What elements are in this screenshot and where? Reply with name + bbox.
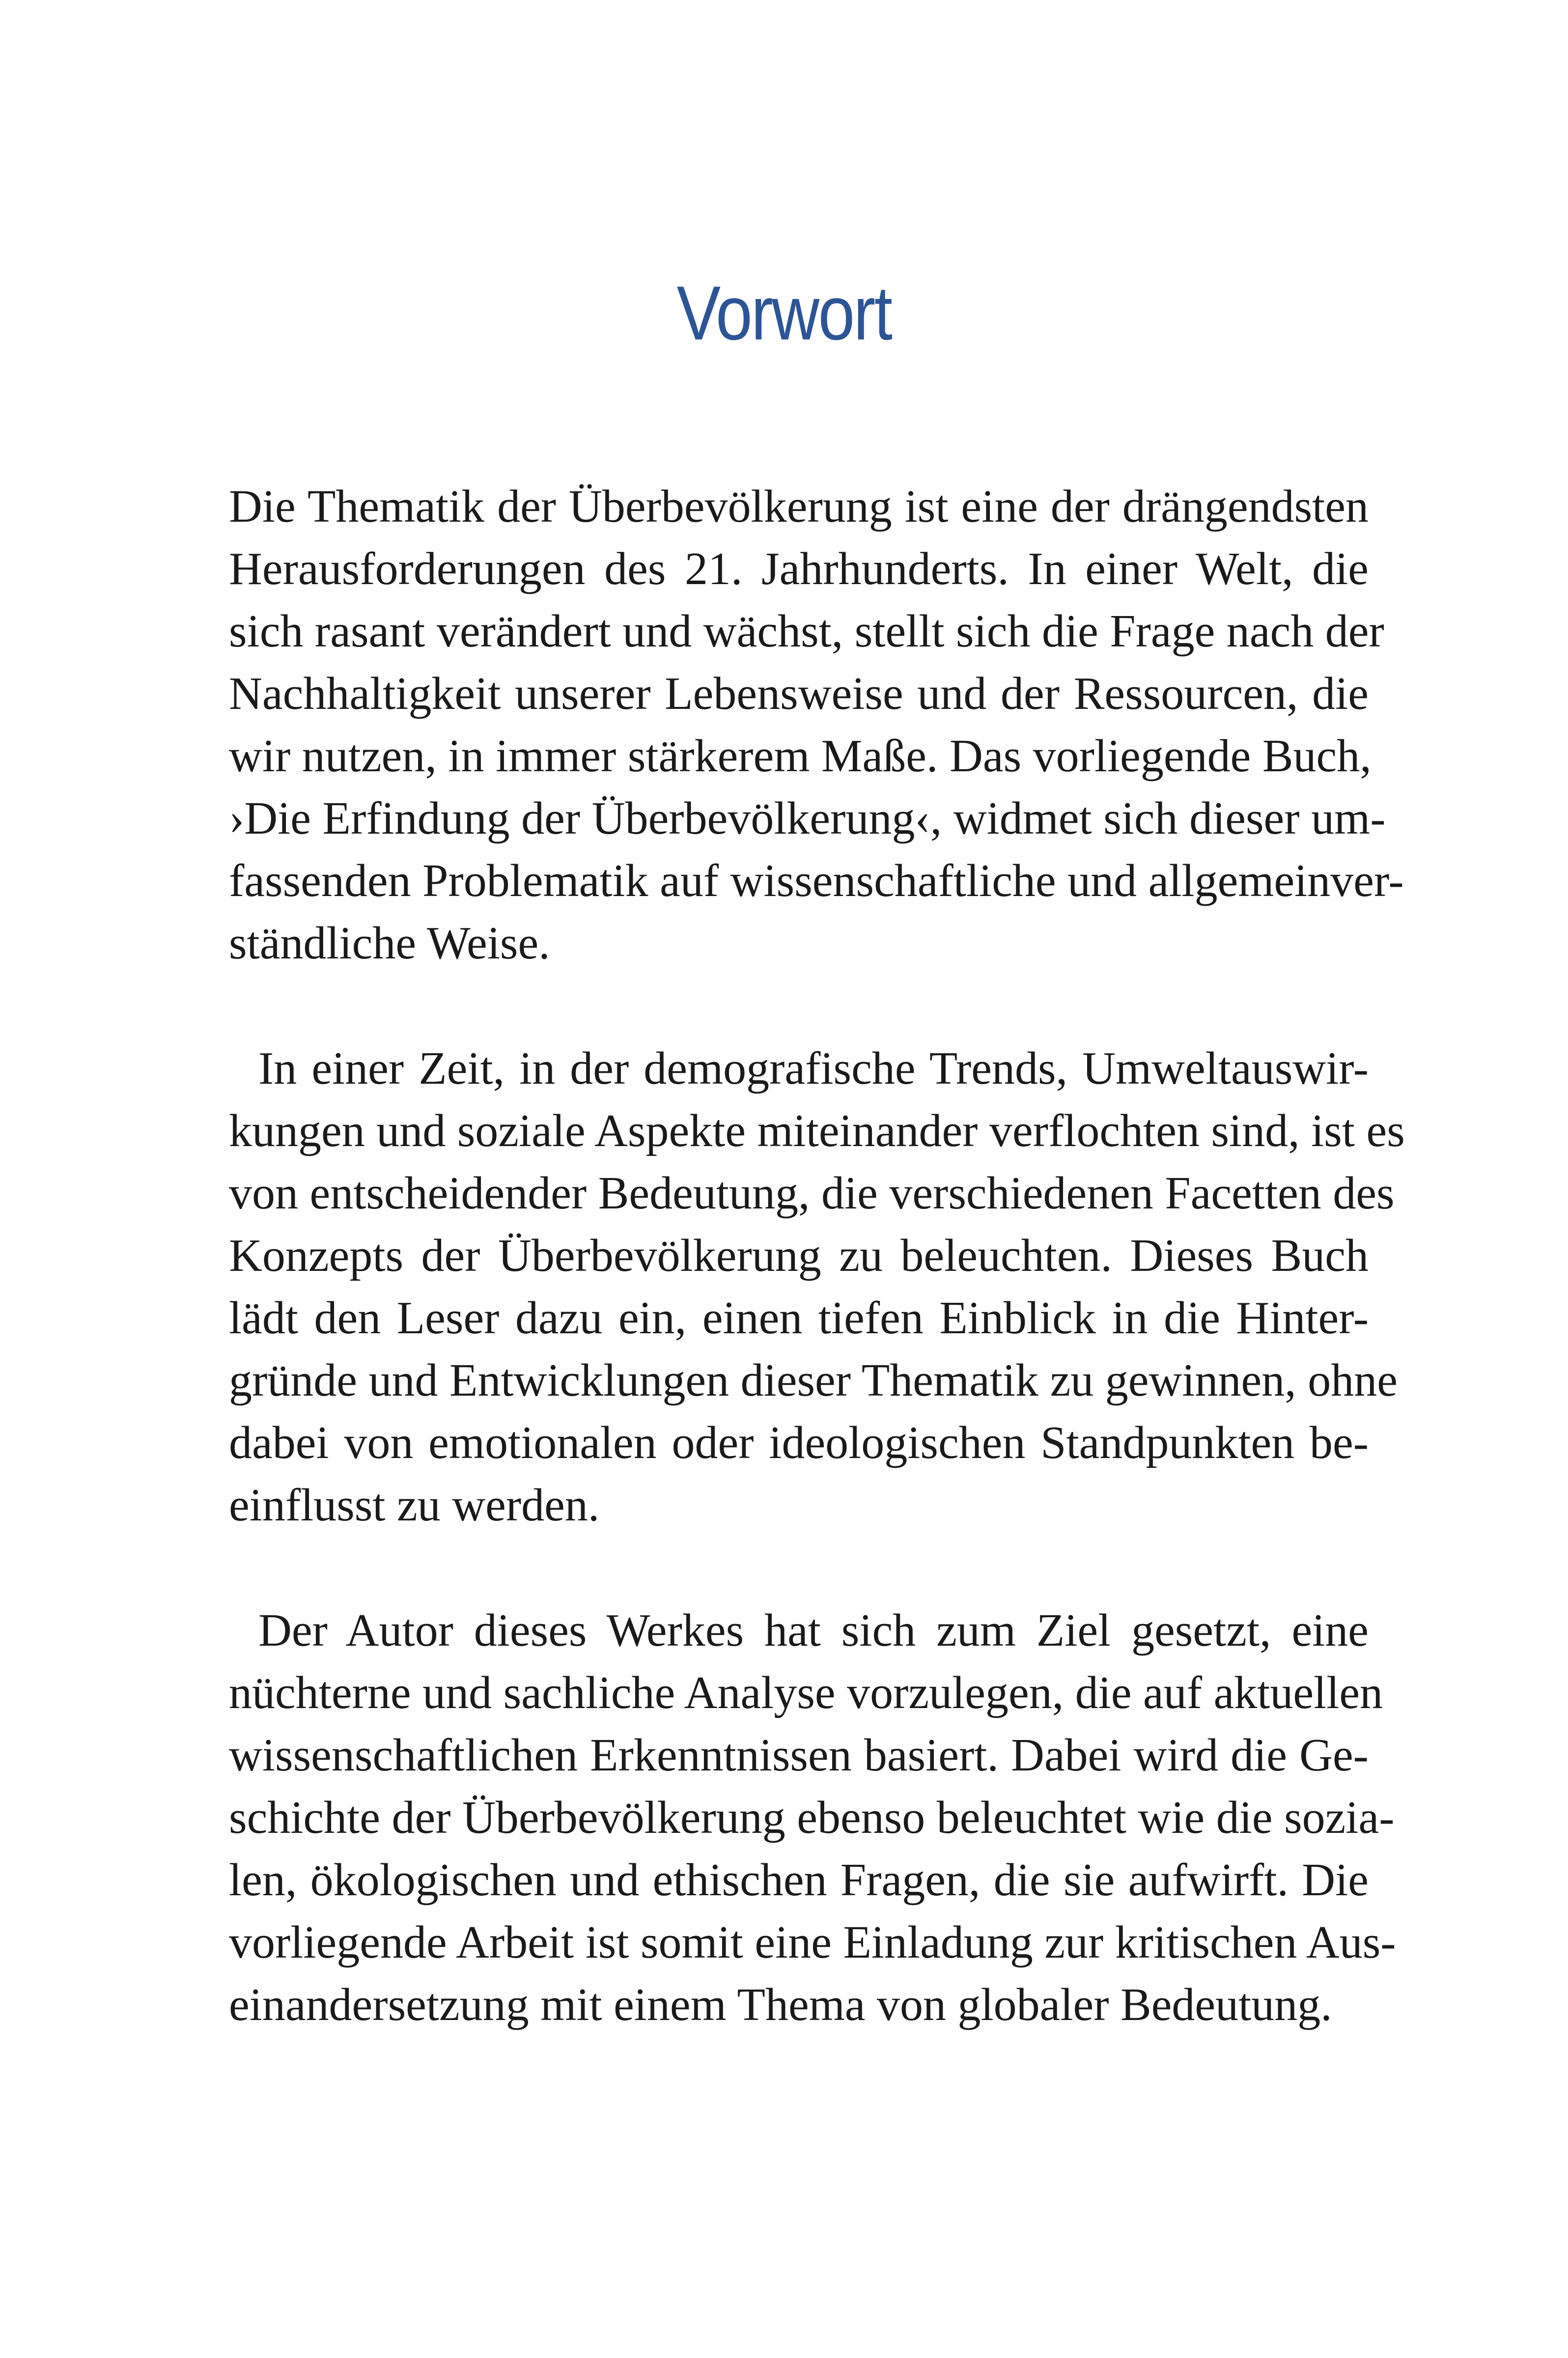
paragraph-line: Herausforderungen des 21. Jahrhunderts. In einer Welt, die — [229, 543, 1369, 594]
paragraph-line: Nachhaltigkeit unserer Lebensweise und der Ressourcen, die — [229, 668, 1369, 719]
paragraph-line: dabei von emotionalen oder ideologischen Standpunkten be- — [229, 1417, 1369, 1468]
paragraph-2 — [229, 1038, 1405, 1537]
paragraph-line: nüchterne und sachliche Analyse vorzulegen, die auf aktuellen — [229, 1667, 1383, 1718]
paragraph-line: von entscheidender Bedeutung, die verschiedenen Facetten des — [229, 1168, 1395, 1219]
paragraph-line: lädt den Leser dazu ein, einen tiefen Einblick in die Hinter- — [229, 1292, 1369, 1344]
paragraph-line: ›Die Erfindung der Überbevölkerung‹, widmet sich dieser um- — [229, 793, 1386, 844]
paragraph-line: len, ökologischen und ethischen Fragen, die sie aufwirft. Die — [229, 1854, 1369, 1906]
paragraph-line: schichte der Überbevölkerung ebenso beleuchtet wie die sozia- — [229, 1792, 1395, 1843]
paragraph-3 — [229, 1600, 1396, 2036]
paragraph-line: vorliegende Arbeit ist somit eine Einladung zur kritischen Aus- — [229, 1917, 1396, 1968]
paragraph-line: wissenschaftlichen Erkenntnissen basiert. Dabei wird die Ge- — [229, 1730, 1369, 1781]
paragraph-line: wir nutzen, in immer stärkerem Maße. Das vorliegende Buch, — [229, 730, 1372, 782]
paragraph-line: einflusst zu werden. — [229, 1480, 600, 1531]
paragraph-line: gründe und Entwicklungen dieser Thematik zu gewinnen, ohne — [229, 1355, 1398, 1406]
paragraph-line: ständliche Weise. — [229, 918, 550, 969]
paragraph-1 — [229, 476, 1404, 975]
paragraph-line: fassenden Problematik auf wissenschaftliche und allgemeinver- — [229, 855, 1404, 906]
paragraph-line: einandersetzung mit einem Thema von globaler Bedeutung. — [229, 1979, 1332, 2030]
paragraph-line: sich rasant verändert und wächst, stellt sich die Frage nach der — [229, 606, 1384, 657]
chapter-title: Vorwort — [676, 271, 892, 356]
paragraph-line: Der Autor dieses Werkes hat sich zum Ziel gesetzt, eine — [258, 1605, 1369, 1656]
paragraph-line: kungen und soziale Aspekte miteinander verflochten sind, ist es — [229, 1105, 1405, 1156]
paragraph-line: Die Thematik der Überbevölkerung ist eine der drängendsten — [229, 481, 1369, 532]
paragraph-line: In einer Zeit, in der demografische Trends, Umweltauswir- — [258, 1043, 1369, 1094]
paragraph-line: Konzepts der Überbevölkerung zu beleuchten. Dieses Buch — [229, 1230, 1369, 1281]
